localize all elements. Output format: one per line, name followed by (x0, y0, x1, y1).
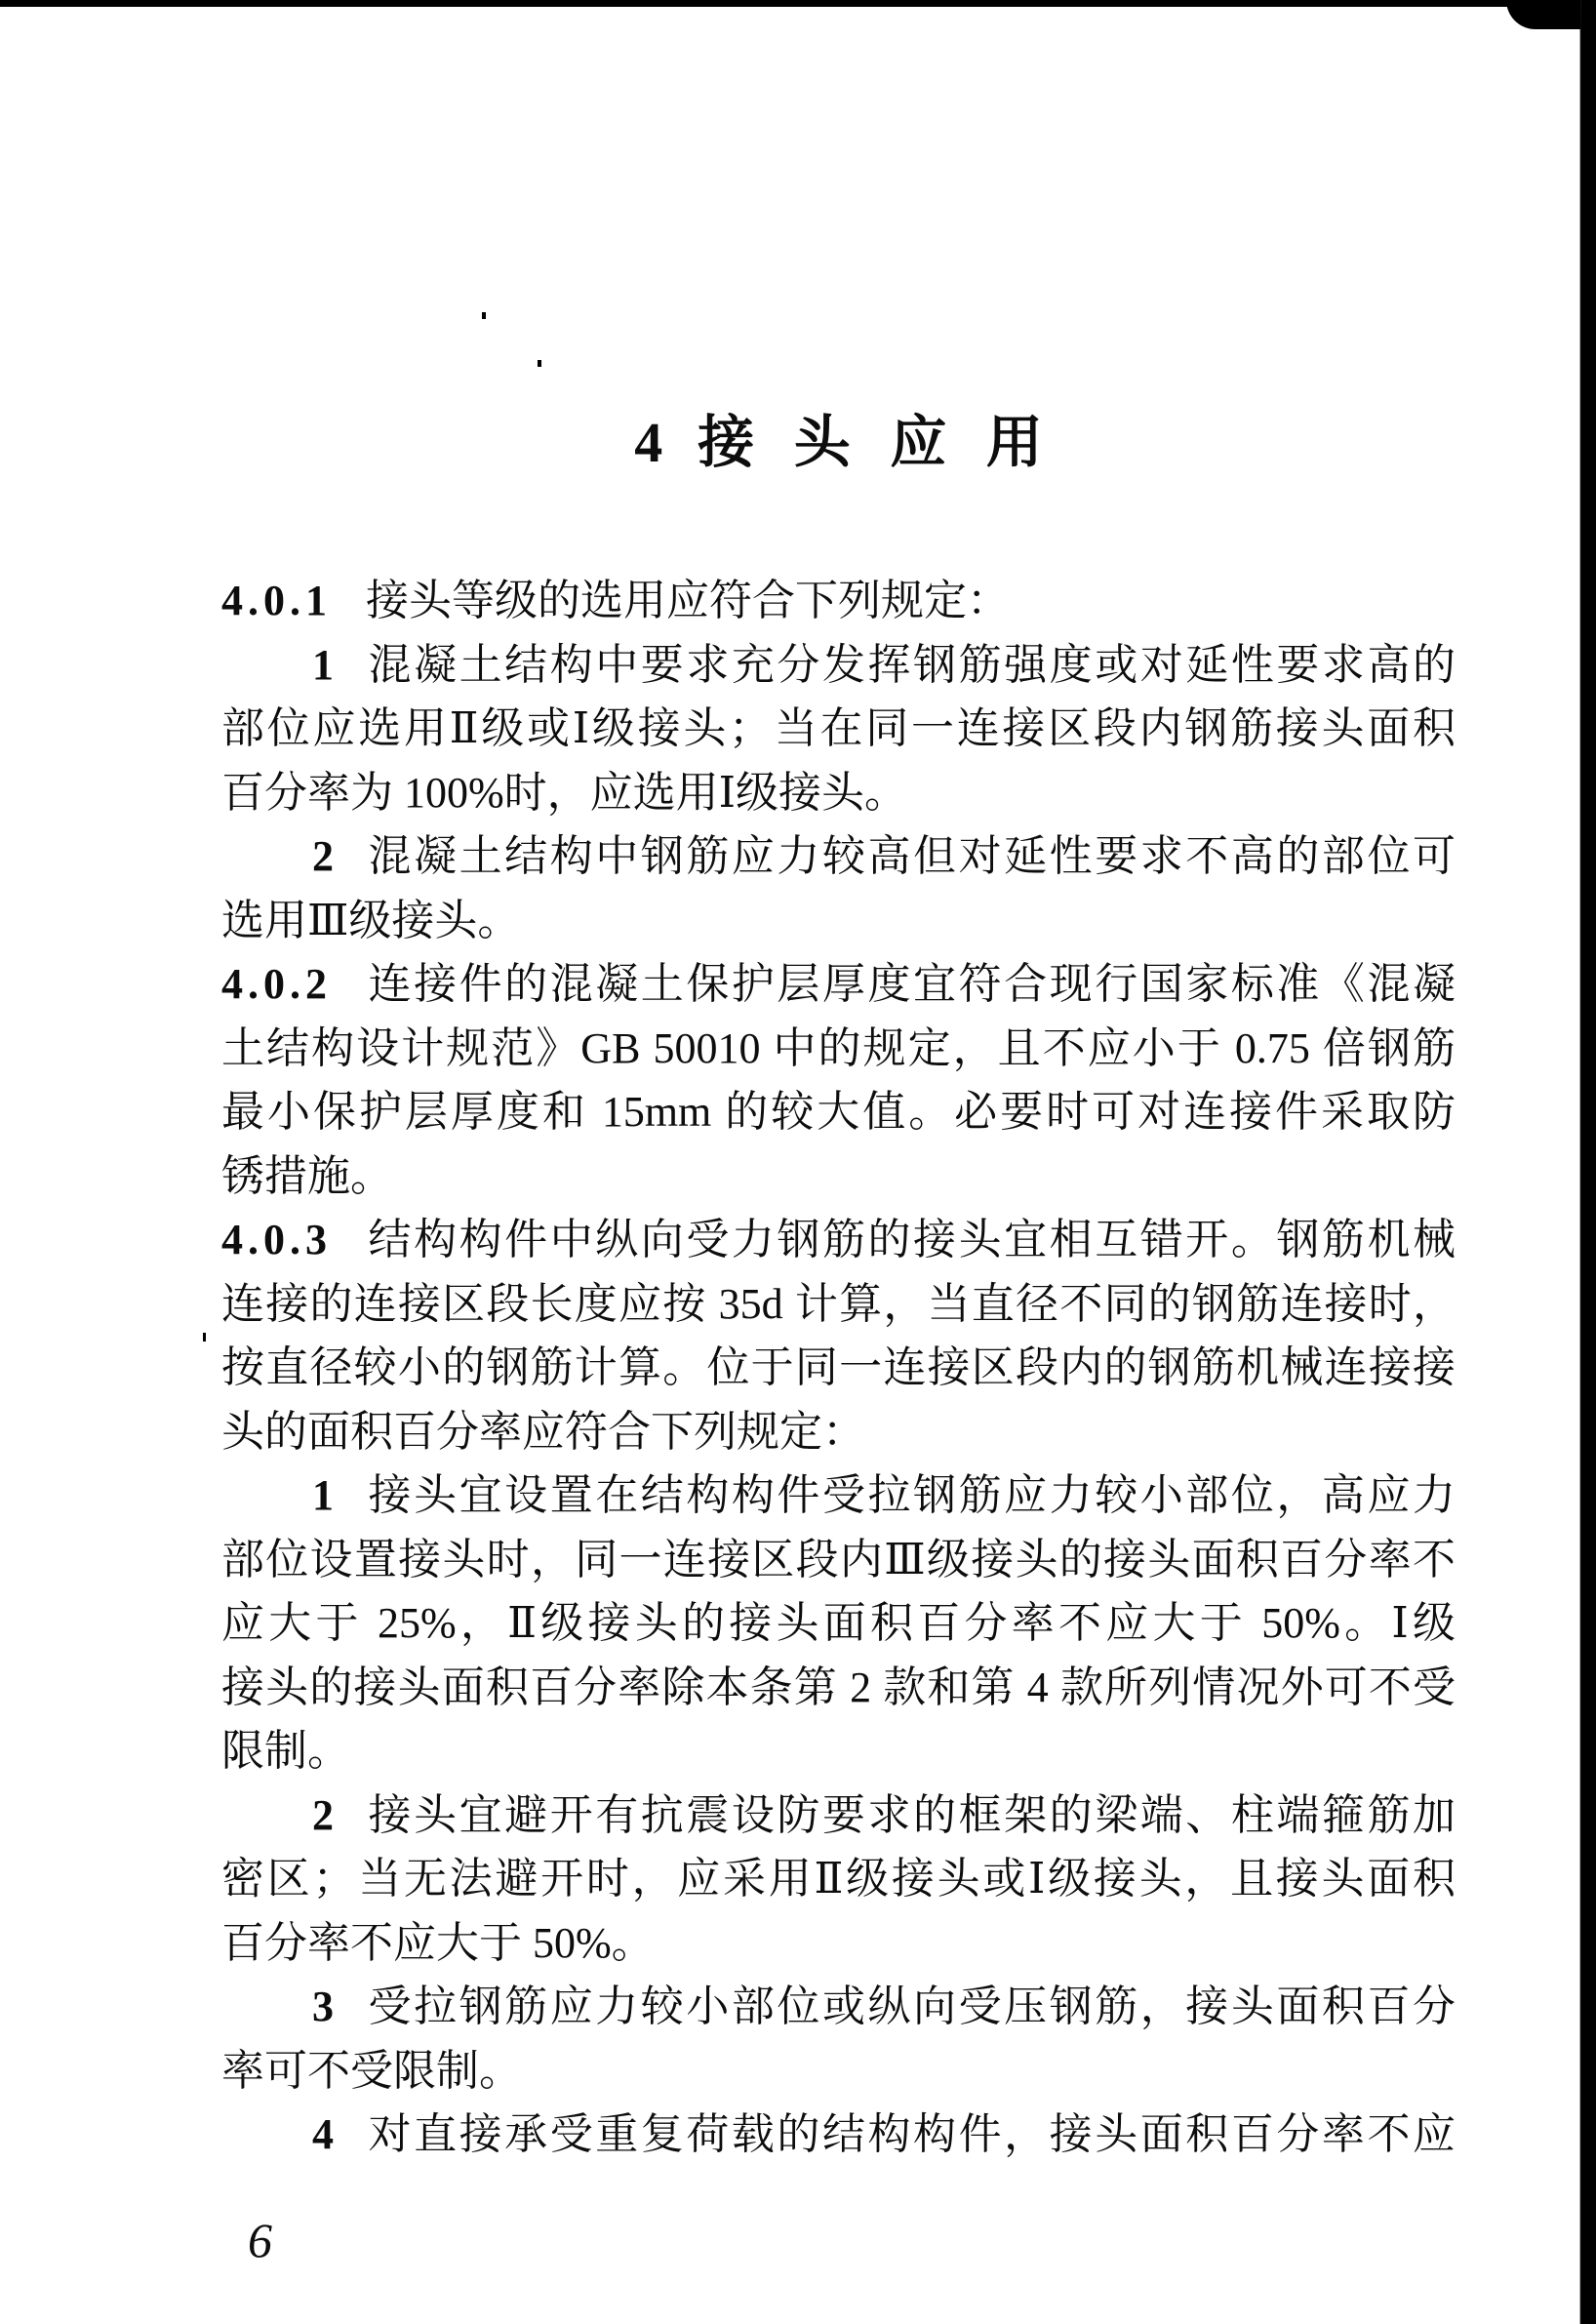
line-prefix: 4.0.2 (221, 960, 332, 1008)
scan-edge-top (0, 0, 1596, 7)
line-text: 最小保护层厚度和 15mm 的较大值。必要时可对连接件采取防 (221, 1088, 1456, 1136)
line-text: 部位应选用Ⅱ级或Ⅰ级接头；当在同一连接区段内钢筋接头面积 (221, 704, 1456, 752)
scan-speck (482, 312, 486, 319)
line-text: 连接件的混凝土保护层厚度宜符合现行国家标准《混凝 (366, 960, 1456, 1008)
line-prefix: 3 (312, 1983, 334, 2030)
line-prefix: 1 (312, 640, 334, 689)
line-text: 部位设置接头时，同一连接区段内Ⅲ级接头的接头面积百分率不 (221, 1535, 1456, 1583)
scan-speck (203, 1333, 206, 1342)
line-text: 锈措施。 (221, 1151, 393, 1200)
line-text: 选用Ⅲ级接头。 (221, 896, 521, 944)
text-line (221, 1528, 1456, 1592)
line-text: 对直接承受重复荷载的结构构件，接头面积百分率不应 (366, 2110, 1456, 2158)
text-line (221, 2103, 1456, 2167)
text-line (221, 952, 1456, 1017)
text-line (221, 1144, 1456, 1209)
line-prefix: 4 (312, 2110, 334, 2158)
text-line (221, 1911, 1456, 1976)
line-prefix: 4.0.3 (221, 1216, 332, 1263)
line-text: 混凝土结构中要求充分发挥钢筋强度或对延性要求高的 (366, 640, 1456, 689)
text-line (221, 697, 1456, 761)
body-text (221, 569, 1456, 2167)
line-prefix: 2 (312, 1790, 334, 1839)
text-line (221, 1783, 1456, 1848)
line-text: 连接的连接区段长度应按 35d 计算，当直径不同的钢筋连接时， (221, 1279, 1456, 1328)
text-line (221, 889, 1456, 953)
text-line (221, 2039, 1456, 2104)
text-line (221, 633, 1456, 698)
line-prefix: 2 (312, 832, 334, 880)
text-line (221, 1975, 1456, 2039)
line-text: 按直径较小的钢筋计算。位于同一连接区段内的钢筋机械连接接 (221, 1343, 1456, 1391)
line-text: 接头的接头面积百分率除本条第 2 款和第 4 款所列情况外可不受 (221, 1663, 1456, 1711)
line-text: 限制。 (221, 1727, 350, 1775)
chapter-title-text: 接 头 应 用 (698, 411, 1043, 474)
chapter-number: 4 (634, 411, 663, 474)
line-text: 率可不受限制。 (221, 2046, 522, 2095)
line-text: 接头宜设置在结构构件受拉钢筋应力较小部位，高应力 (366, 1471, 1456, 1519)
text-line (221, 1272, 1456, 1337)
text-line (221, 1208, 1456, 1272)
line-text: 土结构设计规范》GB 50010 中的规定，且不应小于 0.75 倍钢筋 (221, 1023, 1456, 1072)
line-text: 百分率为 100%时，应选用Ⅰ级接头。 (221, 768, 908, 817)
line-text: 头的面积百分率应符合下列规定： (221, 1407, 865, 1456)
line-text: 百分率不应大于 50%。 (221, 1918, 655, 1967)
text-line (221, 569, 1456, 633)
chapter-title (221, 408, 1456, 478)
text-line (221, 1719, 1456, 1783)
text-line (221, 1017, 1456, 1081)
line-prefix: 4.0.1 (221, 577, 332, 624)
line-text: 受拉钢筋应力较小部位或纵向受压钢筋，接头面积百分 (366, 1983, 1456, 2030)
page-number: 6 (248, 2213, 272, 2267)
text-line (221, 1656, 1456, 1720)
text-line (221, 824, 1456, 889)
text-line (221, 1080, 1456, 1144)
line-text: 应大于 25%，Ⅱ级接头的接头面积百分率不应大于 50%。Ⅰ级 (221, 1599, 1456, 1647)
text-line (221, 1591, 1456, 1656)
text-line (221, 761, 1456, 825)
scan-speck (538, 360, 541, 367)
text-line (221, 1400, 1456, 1464)
text-line (221, 1336, 1456, 1400)
line-text: 混凝土结构中钢筋应力较高但对延性要求不高的部位可 (366, 832, 1456, 880)
line-text: 接头宜避开有抗震设防要求的框架的梁端、柱端箍筋加 (366, 1790, 1456, 1839)
line-text: 密区；当无法避开时，应采用Ⅱ级接头或Ⅰ级接头，且接头面积 (221, 1855, 1456, 1903)
scan-edge-right (1581, 0, 1596, 2324)
line-text: 接头等级的选用应符合下列规定： (366, 577, 1010, 624)
text-line (221, 1463, 1456, 1528)
line-prefix: 1 (312, 1471, 334, 1519)
line-text: 结构构件中纵向受力钢筋的接头宜相互错开。钢筋机械 (366, 1216, 1456, 1263)
text-line (221, 1847, 1456, 1911)
